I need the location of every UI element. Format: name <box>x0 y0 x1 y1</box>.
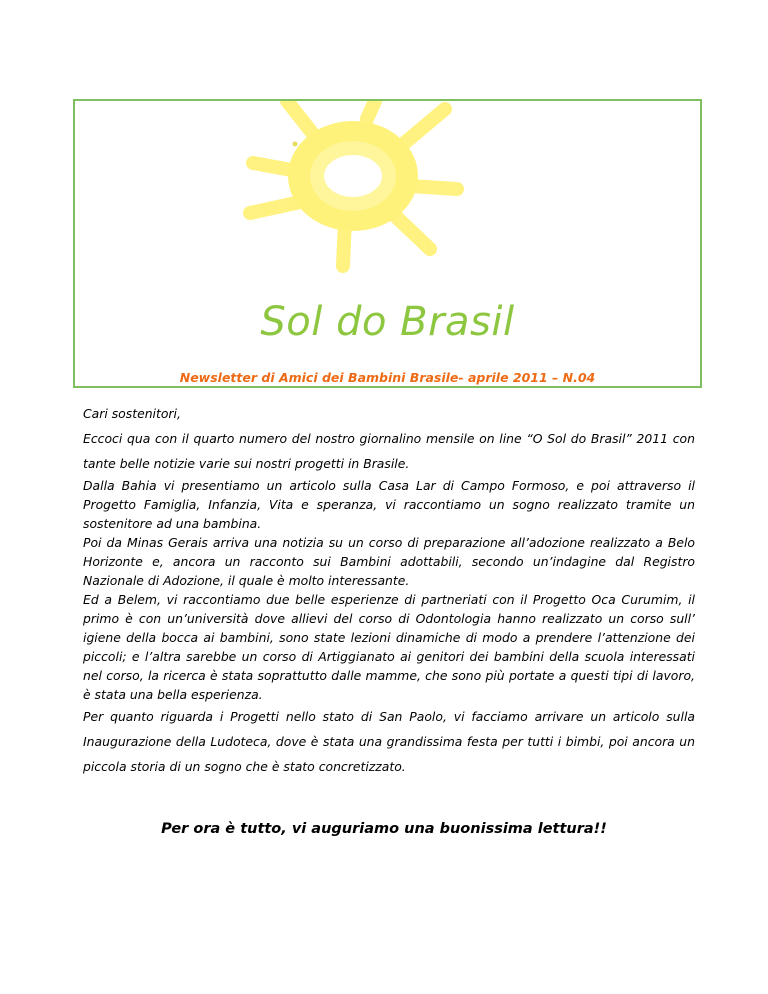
closing-line: Per ora è tutto, vi auguriamo una buonissima lettura!! <box>161 821 607 837</box>
letter-body <box>83 401 695 779</box>
newsletter-subtitle: Newsletter di Amici dei Bambini Brasile- aprile 2011 – N.04 <box>179 370 596 385</box>
minas-paragraph: Poi da Minas Gerais arriva una notizia su un corso di preparazione all’adozione realizzato a Belo Horizonte e, ancora un racconto sui Bambini adottabili, secondo un’indagine dal Registro Nazionale di Adozione, il quale è molto interessante. <box>83 535 695 588</box>
belem-paragraph: Ed a Belem, vi raccontiamo due belle esperienze di partneriati con il Progetto Oca Curumim, il primo è con un’università dove allievi del corso di Odontologia hanno realizzato un corso sull’ igiene della bocca ai bambini, sono state lezioni dinamiche di modo a prendere l’attenzione dei piccoli; e l’altra sarebbe un corso di Artiggianato ai genitori dei bambini della scuola interessati nel corso, la ricerca è stata soprattutto dalle mamme, che sono più portate a questi tipi di lavoro, è stata una bella esperienza. <box>83 592 695 702</box>
newsletter-title: Sol do Brasil <box>260 299 515 345</box>
bahia-paragraph: Dalla Bahia vi presentiamo un articolo sulla Casa Lar di Campo Formoso, e poi attraverso il Progetto Famiglia, Infanzia, Vita e speranza, vi raccontiamo un sogno realizzato tramite un sostenitore ad una bambina. <box>83 478 695 531</box>
sun-drawing <box>225 101 545 301</box>
sanpaolo-paragraph: Per quanto riguarda i Progetti nello stato di San Paolo, vi facciamo arrivare un articolo sulla Inaugurazione della Ludoteca, dove è stata una grandissima festa per tutti i bimbi, poi ancora un piccola storia di un sogno che è stato concretizzato. <box>83 709 695 774</box>
intro-paragraph: Eccoci qua con il quarto numero del nostro giornalino mensile on line “O Sol do Brasil” 2011 con tante belle notizie varie sui nostri progetti in Brasile. <box>83 431 695 471</box>
greeting: Cari sostenitori, <box>83 406 181 421</box>
cover-box <box>73 99 702 388</box>
